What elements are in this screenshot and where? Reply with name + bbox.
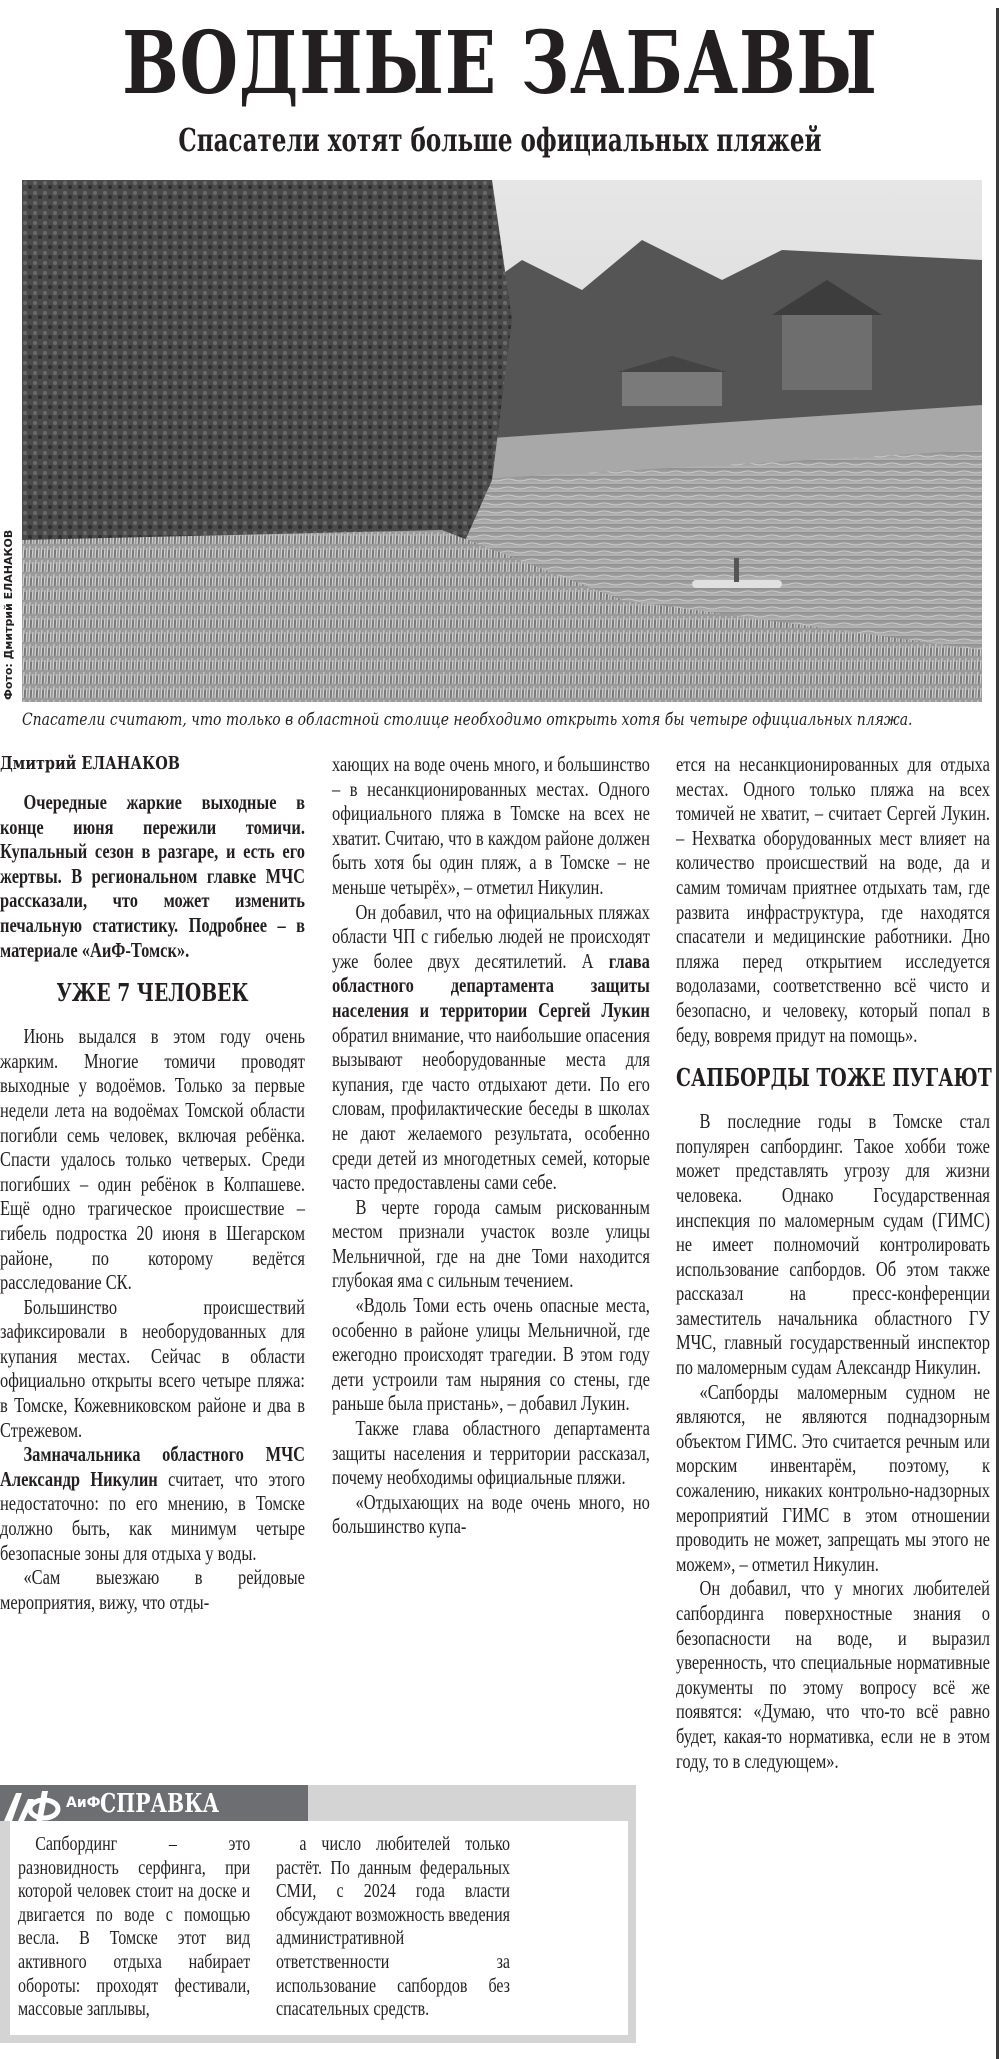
sidebar-title: СПРАВКА <box>100 1789 220 1819</box>
paragraph: ется на несанкционированных для отдыха местах. Одного только пляжа на всех томичей не хватит, – считает Сергей Лукин. – Нехватка оборудованных мест влияет на количество происшествий на воде, да и самим томичам приятнее отдыхать там, где развита инфраструктура, где находятся спасатели и медицинские работники. Дно пляжа перед открытием исследуется водолазами, соответственно всё чисто и безопасно, и человеку, который попал в беду, вовремя придут на помощь». <box>676 752 990 1047</box>
aif-logo-text: АиФ <box>66 1795 101 1811</box>
article-column-3 <box>676 752 990 2052</box>
sidebar-column-text <box>18 1833 250 2022</box>
paragraph: Июнь выдался в этом году очень жарким. Многие томичи проводят выходные у водоёмов. Только за первые недели лета на водоёмах Томской области погибли семь человек, включая ребёнка. Спасти удалось только четверых. Среди погибших – один ребёнок в Колпашеве. Ещё одно трагическое происшествие – гибель подростка 20 июня в Шегарском районе, по которому ведётся расследование СК. <box>0 1024 305 1295</box>
author-byline: Дмитрий ЕЛАНАКОВ <box>0 753 180 774</box>
article-column-1 <box>0 790 305 1775</box>
subheadline: Спасатели хотят больше официальных пляжей <box>178 121 822 159</box>
reference-sidebar <box>0 1785 636 2043</box>
aif-logo-icon <box>2 1787 64 1825</box>
paragraph: Большинство происшествий зафиксировали в необорудованных для купания местах. Сейчас в области официально открыты всего четыре пляжа: в Томске, Кожевниковском районе и два в Стрежевом. <box>0 1294 305 1442</box>
paragraph: «Вдоль Томи есть очень опасные места, особенно в районе улицы Мельничной, где ежегодно происходят трагедии. В этом году дети устроили там ныряния со стены, где раньше была пристань», – добавил Лукин. <box>332 1293 650 1416</box>
paragraph-text: считает, что этого недостаточно: по его мнению, в Томске должно быть, как минимум четыре безопасные зоны для отдыха у воды. <box>0 1466 305 1565</box>
paragraph-text: Он добавил, что на официальных пляжах области ЧП с гибелью людей не происходят уже более двух десятилетий. А <box>332 899 650 973</box>
sidebar-paragraph: Сапбординг – это разновидность серфинга, при которой человек стоит на доске и двигается по воде с помощью весла. В Томске этот вид активного отдыха набирает обороты: проходят фестивали, массовые заплывы, <box>18 1833 251 2021</box>
sidebar-paragraph: а число любителей только растёт. По данным федеральных СМИ, с 2024 года власти обсуждают возможность введения административной ответственности за использование сапбордов без спасательных средств. <box>276 1833 511 2021</box>
paddler <box>734 558 739 582</box>
photo-credit: Фото: Дмитрий ЕЛАНАКОВ <box>2 529 15 700</box>
sidebar-column-1 <box>18 1833 250 2022</box>
article-photo <box>22 180 982 702</box>
column-text <box>676 752 990 1773</box>
headline: ВОДНЫЕ ЗАБАВЫ <box>122 13 878 114</box>
article-column-2 <box>332 752 650 1775</box>
lead-paragraph: Очередные жаркие выходные в конце июня пережили томичи. Купальный сезон в разгаре, и есть его жертвы. В региональном главке МЧС рассказали, что может изменить печальную статистику. Подробнее – в материале «АиФ-Томск». <box>0 790 305 962</box>
paragraph: В последние годы в Томске стал популярен сапбординг. Такое хобби тоже может представлять угрозу для жизни человека. Однако Государственная инспекция по маломерным судам (ГИМС) не имеет полномочий контролировать использование сапбордов. Об этом также рассказал на пресс-конференции заместитель начальника областного ГУ МЧС, главный государственный инспектор по маломерным судам Александр Никулин. <box>676 1109 990 1380</box>
sidebar-column-text <box>276 1833 510 2022</box>
photo-caption: Спасатели считают, что только в областной столице необходимо открыть хотя бы четыре официальных пляжа. <box>22 710 913 730</box>
house <box>782 310 872 390</box>
section-heading-sapboards: САПБОРДЫ ТОЖЕ ПУГАЮТ <box>676 1063 992 1093</box>
sidebar-column-2 <box>276 1833 510 2022</box>
page-edge-rule <box>996 8 999 2059</box>
column-text <box>0 790 305 1614</box>
sidebar-header <box>0 1785 308 1821</box>
paragraph: Также глава областного департамента защиты населения и территории рассказал, почему необходимы официальные пляжи. <box>332 1416 650 1490</box>
paragraph: «Сапборды маломерным судном не являются, не являются поднадзорным объектом ГИМС. Это считается речным или морским инвентарём, поэтому, к сожалению, никаких контрольно-надзорных мероприятий ГИМС в этом отношении проводить не может, запрещать мы этого не можем», – отметил Никулин. <box>676 1379 990 1576</box>
pine-tree <box>22 180 512 590</box>
shed <box>622 370 722 406</box>
paragraph: «Отдыхающих на воде очень много, но большинство купа- <box>332 1489 650 1539</box>
paragraph-bold-name: глава областного департамента защиты населения и территории Сергей Лукин <box>332 948 650 1022</box>
paragraph <box>0 1442 305 1565</box>
paragraph <box>332 900 650 1195</box>
lake-photo-illustration <box>22 180 982 702</box>
paragraph: В черте города самым рискованным местом признали участок возле улицы Мельничной, где на дне Томи находится глубокая яма с сильным течением. <box>332 1194 650 1293</box>
paragraph: хающих на воде очень много, и большинство – в несанкционированных местах. Одного официального пляжа в Томске на всех не хватит. Считаю, что в каждом районе должен быть хотя бы один пляж, а в Томске – не меньше четырёх», – отметил Никулин. <box>332 752 650 899</box>
paragraph: Он добавил, что у многих любителей сапбординга поверхностные знания о безопасности на воде, и выразил уверенность, что специальные нормативные документы по этому вопросу всё же появятся: «Думаю, что что-то всё равно будет, какая-то нормативка, если не в этом году, то в следующем». <box>676 1576 990 1773</box>
paragraph-bold-name: Замначальника областного МЧС Александр Никулин <box>0 1442 305 1491</box>
column-text <box>332 752 650 1539</box>
paragraph: «Сам выезжаю в рейдовые мероприятия, вижу, что отды- <box>0 1565 305 1614</box>
section-heading-7-people: УЖЕ 7 ЧЕЛОВЕК <box>56 978 249 1008</box>
paragraph-text: обратил внимание, что наибольшие опасения вызывают необорудованные места для купания, где часто отдыхают дети. По его словам, профилактические беседы в школах не дают желаемого результата, особенно среди детей из многодетных семей, которые часто предоставлены сами себе. <box>332 1022 650 1195</box>
sidebar-body <box>10 1821 628 2035</box>
